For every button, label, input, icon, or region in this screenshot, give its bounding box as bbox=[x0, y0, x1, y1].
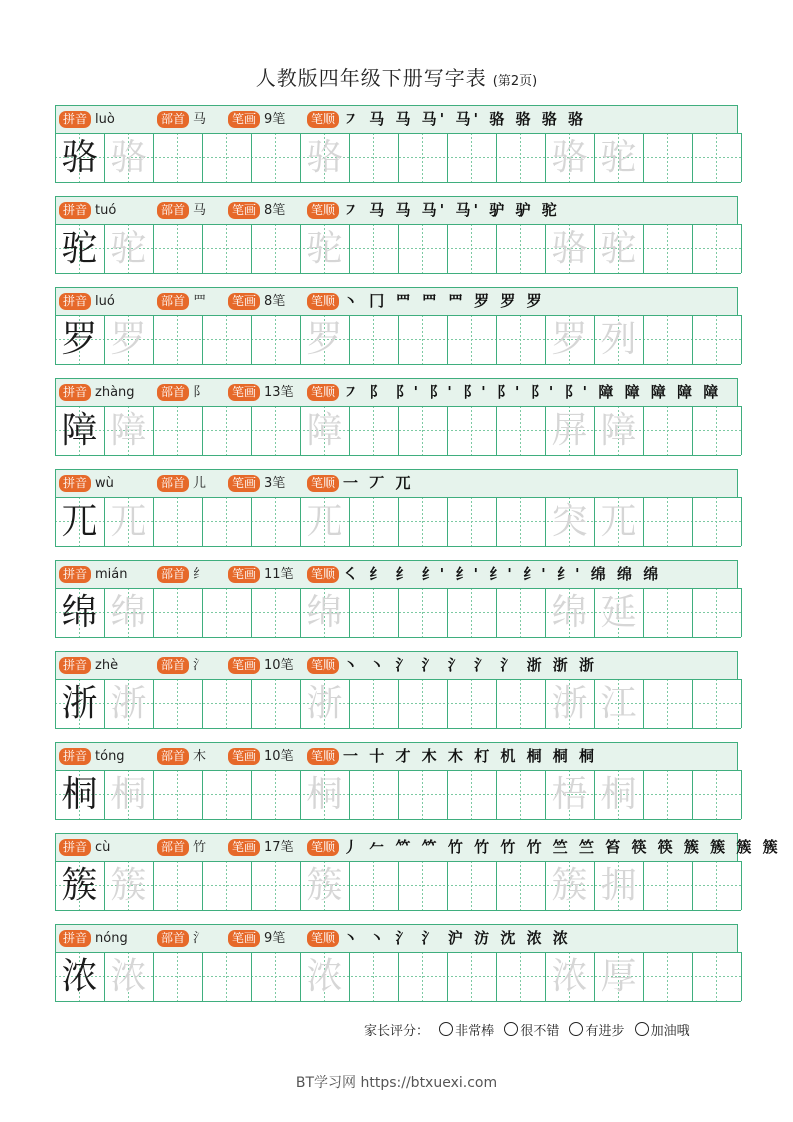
pinyin-badge: 拼音 bbox=[59, 111, 91, 128]
stroke-order-field bbox=[307, 202, 560, 219]
stroke-order-sequence: 丿 𠂉 𥫗 𥫗 竹 竹 竹 竹 竺 竺 笞 筷 筷 簇 簇 簇 簇 bbox=[343, 838, 781, 856]
pinyin-value: wù bbox=[95, 476, 114, 491]
trace-character: 驼 bbox=[600, 228, 637, 269]
model-character-cell bbox=[55, 406, 104, 455]
trace-character: 桐 bbox=[600, 774, 637, 815]
rating-option-keep-going[interactable] bbox=[635, 1020, 690, 1039]
bishun-badge: 笔顺 bbox=[307, 748, 339, 765]
stroke-count-field bbox=[228, 384, 294, 401]
model-character-cell bbox=[55, 952, 104, 1001]
trace-character: 桐 bbox=[306, 774, 343, 815]
bushou-badge: 部首 bbox=[157, 566, 189, 583]
pinyin-field bbox=[59, 111, 115, 128]
trace-character-cell bbox=[104, 952, 153, 1001]
trace-character: 罗 bbox=[306, 319, 343, 360]
pinyin-value: mián bbox=[95, 567, 128, 582]
bihua-badge: 笔画 bbox=[228, 566, 260, 583]
pinyin-field bbox=[59, 384, 135, 401]
trace-character: 绵 bbox=[306, 592, 343, 633]
character-row bbox=[55, 105, 738, 184]
bihua-badge: 笔画 bbox=[228, 748, 260, 765]
trace-character: 驼 bbox=[600, 137, 637, 178]
trace-character-cell bbox=[545, 224, 594, 273]
trace-character-cell bbox=[300, 861, 349, 910]
stroke-order-sequence: 一 十 才 木 木 朾 机 桐 桐 桐 bbox=[343, 747, 598, 765]
trace-character: 簇 bbox=[110, 865, 147, 906]
trace-character-cell bbox=[594, 133, 643, 182]
bihua-badge: 笔画 bbox=[228, 111, 260, 128]
bushou-badge: 部首 bbox=[157, 930, 189, 947]
stroke-order-field bbox=[307, 384, 721, 401]
character-info-bar bbox=[55, 651, 738, 680]
trace-character: 延 bbox=[600, 592, 637, 633]
writing-grid bbox=[55, 952, 738, 1001]
model-character: 桐 bbox=[61, 774, 98, 815]
rating-option-progress[interactable] bbox=[569, 1020, 624, 1039]
trace-character-cell bbox=[545, 679, 594, 728]
pinyin-badge: 拼音 bbox=[59, 293, 91, 310]
stroke-count-value: 9笔 bbox=[264, 931, 286, 946]
writing-grid bbox=[55, 770, 738, 819]
bishun-badge: 笔顺 bbox=[307, 839, 339, 856]
character-row bbox=[55, 560, 738, 639]
writing-grid bbox=[55, 588, 738, 637]
trace-character-cell bbox=[300, 588, 349, 637]
trace-character: 障 bbox=[110, 410, 147, 451]
stroke-order-field bbox=[307, 930, 571, 947]
trace-character: 突 bbox=[551, 501, 588, 542]
trace-character-cell bbox=[594, 224, 643, 273]
character-info-bar bbox=[55, 287, 738, 316]
trace-character-cell bbox=[104, 679, 153, 728]
stroke-count-value: 13笔 bbox=[264, 385, 294, 400]
trace-character-cell bbox=[594, 679, 643, 728]
stroke-count-value: 8笔 bbox=[264, 203, 286, 218]
stroke-count-field bbox=[228, 293, 285, 310]
radio-circle-icon[interactable] bbox=[635, 1022, 649, 1036]
trace-character: 梧 bbox=[551, 774, 588, 815]
radical-field bbox=[157, 930, 206, 947]
stroke-count-value: 10笔 bbox=[264, 749, 294, 764]
rating-option-label: 很不错 bbox=[520, 1024, 560, 1039]
stroke-order-field bbox=[307, 293, 545, 310]
model-character-cell bbox=[55, 679, 104, 728]
model-character-cell bbox=[55, 861, 104, 910]
trace-character: 浙 bbox=[306, 683, 343, 724]
stroke-count-field bbox=[228, 202, 285, 219]
page-title bbox=[0, 62, 793, 91]
pinyin-badge: 拼音 bbox=[59, 566, 91, 583]
character-row bbox=[55, 469, 738, 548]
stroke-count-value: 8笔 bbox=[264, 294, 286, 309]
bishun-badge: 笔顺 bbox=[307, 566, 339, 583]
stroke-order-sequence: 丶 丶 氵 氵 氵 氵 氵 浙 浙 浙 bbox=[343, 656, 598, 674]
writing-grid bbox=[55, 133, 738, 182]
trace-character-cell bbox=[300, 224, 349, 273]
pinyin-value: zhàng bbox=[95, 385, 135, 400]
practice-sheet bbox=[55, 105, 781, 1015]
pinyin-badge: 拼音 bbox=[59, 839, 91, 856]
bushou-badge: 部首 bbox=[157, 748, 189, 765]
bihua-badge: 笔画 bbox=[228, 657, 260, 674]
trace-character: 障 bbox=[306, 410, 343, 451]
bushou-badge: 部首 bbox=[157, 293, 189, 310]
trace-character: 浓 bbox=[551, 956, 588, 997]
trace-character-cell bbox=[545, 861, 594, 910]
stroke-count-field bbox=[228, 111, 285, 128]
trace-character: 浙 bbox=[551, 683, 588, 724]
model-character: 驼 bbox=[61, 228, 98, 269]
stroke-order-field bbox=[307, 657, 597, 674]
bihua-badge: 笔画 bbox=[228, 475, 260, 492]
pinyin-value: tuó bbox=[95, 203, 117, 218]
trace-character-cell bbox=[104, 406, 153, 455]
trace-character: 骆 bbox=[306, 137, 343, 178]
stroke-order-field bbox=[307, 111, 586, 128]
trace-character-cell bbox=[104, 861, 153, 910]
bihua-badge: 笔画 bbox=[228, 202, 260, 219]
pinyin-field bbox=[59, 839, 110, 856]
stroke-order-sequence: ㇇ 马 马 马' 马' 驴 驴 驼 bbox=[343, 201, 560, 219]
writing-grid bbox=[55, 406, 738, 455]
stroke-order-sequence: 丶 冂 罒 罒 罒 罗 罗 罗 bbox=[343, 292, 545, 310]
radical-value: 氵 bbox=[193, 931, 207, 946]
model-character-cell bbox=[55, 224, 104, 273]
writing-grid bbox=[55, 224, 738, 273]
footer-watermark: BT学习网 https://btxuexi.com bbox=[295, 1075, 498, 1091]
trace-character-cell bbox=[594, 861, 643, 910]
stroke-count-field bbox=[228, 839, 294, 856]
rating-option-excellent[interactable] bbox=[439, 1020, 494, 1039]
character-info-bar bbox=[55, 196, 738, 225]
model-character-cell bbox=[55, 497, 104, 546]
bushou-badge: 部首 bbox=[157, 202, 189, 219]
stroke-order-sequence: ㇇ 阝 阝' 阝' 阝' 阝' 阝' 阝' 障 障 障 障 障 bbox=[343, 383, 722, 401]
character-info-bar bbox=[55, 833, 781, 862]
character-row bbox=[55, 924, 738, 1003]
page-subtitle: (第2页) bbox=[492, 74, 538, 89]
radical-field bbox=[157, 566, 206, 583]
trace-character: 绵 bbox=[110, 592, 147, 633]
bishun-badge: 笔顺 bbox=[307, 930, 339, 947]
writing-grid bbox=[55, 497, 738, 546]
bushou-badge: 部首 bbox=[157, 384, 189, 401]
model-character: 罗 bbox=[61, 319, 98, 360]
stroke-count-field bbox=[228, 566, 294, 583]
trace-character-cell bbox=[545, 406, 594, 455]
writing-grid bbox=[55, 861, 738, 910]
bihua-badge: 笔画 bbox=[228, 293, 260, 310]
model-character: 簇 bbox=[61, 865, 98, 906]
character-row bbox=[55, 378, 738, 457]
radical-field bbox=[157, 839, 206, 856]
trace-character: 骆 bbox=[110, 137, 147, 178]
radical-value: 木 bbox=[193, 749, 207, 764]
title-text: 人教版四年级下册写字表 bbox=[255, 66, 487, 90]
pinyin-value: tóng bbox=[95, 749, 125, 764]
character-info-bar bbox=[55, 742, 738, 771]
stroke-order-sequence: 一 丆 兀 bbox=[343, 474, 414, 492]
bishun-badge: 笔顺 bbox=[307, 111, 339, 128]
trace-character: 江 bbox=[600, 683, 637, 724]
bushou-badge: 部首 bbox=[157, 475, 189, 492]
stroke-order-field bbox=[307, 748, 597, 765]
trace-character-cell bbox=[545, 497, 594, 546]
radical-value: 儿 bbox=[193, 476, 207, 491]
trace-character-cell bbox=[104, 224, 153, 273]
radical-field bbox=[157, 293, 206, 310]
model-character-cell bbox=[55, 133, 104, 182]
model-character: 兀 bbox=[61, 501, 98, 542]
trace-character: 兀 bbox=[600, 501, 637, 542]
stroke-order-sequence: ㇇ 马 马 马' 马' 骆 骆 骆 骆 bbox=[343, 110, 586, 128]
writing-grid bbox=[55, 679, 738, 728]
trace-character: 骆 bbox=[551, 137, 588, 178]
rating-option-good[interactable] bbox=[504, 1020, 559, 1039]
trace-character: 拥 bbox=[600, 865, 637, 906]
trace-character: 浓 bbox=[110, 956, 147, 997]
character-info-bar bbox=[55, 469, 738, 498]
character-info-bar bbox=[55, 105, 738, 134]
trace-character-cell bbox=[300, 315, 349, 364]
rating-option-label: 有进步 bbox=[585, 1024, 625, 1039]
stroke-count-value: 3笔 bbox=[264, 476, 286, 491]
writing-grid bbox=[55, 315, 738, 364]
character-info-bar bbox=[55, 924, 738, 953]
trace-character: 屏 bbox=[551, 410, 588, 451]
character-info-bar bbox=[55, 378, 738, 407]
pinyin-value: luò bbox=[95, 112, 115, 127]
pinyin-badge: 拼音 bbox=[59, 748, 91, 765]
trace-character: 驼 bbox=[110, 228, 147, 269]
stroke-count-field bbox=[228, 930, 285, 947]
radio-circle-icon[interactable] bbox=[439, 1022, 453, 1036]
pinyin-value: luó bbox=[95, 294, 115, 309]
trace-character: 桐 bbox=[110, 774, 147, 815]
model-character-cell bbox=[55, 315, 104, 364]
trace-character-cell bbox=[545, 770, 594, 819]
model-character: 浓 bbox=[61, 956, 98, 997]
radical-field bbox=[157, 475, 206, 492]
bihua-badge: 笔画 bbox=[228, 839, 260, 856]
parent-evaluation bbox=[364, 1020, 690, 1039]
character-row bbox=[55, 651, 738, 730]
character-info-bar bbox=[55, 560, 738, 589]
pinyin-badge: 拼音 bbox=[59, 384, 91, 401]
evaluation-label: 家长评分： bbox=[364, 1024, 430, 1039]
trace-character-cell bbox=[300, 952, 349, 1001]
radical-value: 阝 bbox=[193, 385, 207, 400]
trace-character-cell bbox=[594, 497, 643, 546]
stroke-count-field bbox=[228, 748, 294, 765]
trace-character-cell bbox=[104, 588, 153, 637]
stroke-order-field bbox=[307, 566, 661, 583]
pinyin-value: zhè bbox=[95, 658, 119, 673]
bishun-badge: 笔顺 bbox=[307, 202, 339, 219]
pinyin-field bbox=[59, 566, 128, 583]
pinyin-badge: 拼音 bbox=[59, 930, 91, 947]
radical-field bbox=[157, 384, 206, 401]
radical-value: 马 bbox=[193, 203, 207, 218]
stroke-order-sequence: ㇛ 纟 纟 纟' 纟' 纟' 纟' 纟' 绵 绵 绵 bbox=[343, 565, 662, 583]
trace-character-cell bbox=[545, 588, 594, 637]
trace-character-cell bbox=[300, 133, 349, 182]
trace-character: 簇 bbox=[551, 865, 588, 906]
trace-character-cell bbox=[300, 770, 349, 819]
radical-value: 纟 bbox=[193, 567, 207, 582]
stroke-order-field bbox=[307, 839, 781, 856]
pinyin-badge: 拼音 bbox=[59, 657, 91, 674]
model-character-cell bbox=[55, 770, 104, 819]
model-character: 骆 bbox=[61, 137, 98, 178]
pinyin-field bbox=[59, 293, 115, 310]
trace-character-cell bbox=[594, 952, 643, 1001]
radical-value: 马 bbox=[193, 112, 207, 127]
pinyin-badge: 拼音 bbox=[59, 202, 91, 219]
stroke-count-value: 10笔 bbox=[264, 658, 294, 673]
radical-value: 竹 bbox=[193, 840, 207, 855]
trace-character: 绵 bbox=[551, 592, 588, 633]
pinyin-field bbox=[59, 475, 114, 492]
pinyin-value: cù bbox=[95, 840, 111, 855]
pinyin-field bbox=[59, 930, 128, 947]
pinyin-field bbox=[59, 202, 116, 219]
trace-character: 簇 bbox=[306, 865, 343, 906]
trace-character: 兀 bbox=[306, 501, 343, 542]
trace-character-cell bbox=[300, 497, 349, 546]
pinyin-badge: 拼音 bbox=[59, 475, 91, 492]
trace-character-cell bbox=[594, 770, 643, 819]
character-row bbox=[55, 742, 738, 821]
stroke-count-field bbox=[228, 475, 285, 492]
character-row bbox=[55, 196, 738, 275]
model-character-cell bbox=[55, 588, 104, 637]
pinyin-value: nóng bbox=[95, 931, 128, 946]
radio-circle-icon[interactable] bbox=[569, 1022, 583, 1036]
rating-option-label: 非常棒 bbox=[455, 1024, 495, 1039]
trace-character-cell bbox=[300, 679, 349, 728]
trace-character: 浓 bbox=[306, 956, 343, 997]
model-character: 绵 bbox=[61, 592, 98, 633]
trace-character: 障 bbox=[600, 410, 637, 451]
trace-character-cell bbox=[104, 315, 153, 364]
character-row bbox=[55, 287, 738, 366]
trace-character: 浙 bbox=[110, 683, 147, 724]
trace-character-cell bbox=[545, 133, 594, 182]
trace-character: 兀 bbox=[110, 501, 147, 542]
stroke-count-value: 11笔 bbox=[264, 567, 294, 582]
bushou-badge: 部首 bbox=[157, 111, 189, 128]
trace-character: 厚 bbox=[600, 956, 637, 997]
pinyin-field bbox=[59, 657, 118, 674]
stroke-count-value: 17笔 bbox=[264, 840, 294, 855]
trace-character-cell bbox=[104, 770, 153, 819]
trace-character-cell bbox=[594, 315, 643, 364]
trace-character-cell bbox=[594, 406, 643, 455]
model-character: 障 bbox=[61, 410, 98, 451]
bishun-badge: 笔顺 bbox=[307, 384, 339, 401]
pinyin-field bbox=[59, 748, 125, 765]
radical-field bbox=[157, 111, 206, 128]
radical-value: 氵 bbox=[193, 658, 207, 673]
stroke-order-field bbox=[307, 475, 413, 492]
trace-character: 罗 bbox=[551, 319, 588, 360]
bushou-badge: 部首 bbox=[157, 657, 189, 674]
trace-character-cell bbox=[545, 315, 594, 364]
bishun-badge: 笔顺 bbox=[307, 657, 339, 674]
trace-character-cell bbox=[104, 497, 153, 546]
bishun-badge: 笔顺 bbox=[307, 475, 339, 492]
trace-character-cell bbox=[545, 952, 594, 1001]
radical-field bbox=[157, 748, 206, 765]
stroke-count-value: 9笔 bbox=[264, 112, 286, 127]
trace-character: 列 bbox=[600, 319, 637, 360]
bihua-badge: 笔画 bbox=[228, 384, 260, 401]
radical-field bbox=[157, 657, 206, 674]
trace-character: 骆 bbox=[551, 228, 588, 269]
radical-value: 罒 bbox=[193, 294, 207, 309]
bishun-badge: 笔顺 bbox=[307, 293, 339, 310]
model-character: 浙 bbox=[61, 683, 98, 724]
rating-option-label: 加油哦 bbox=[650, 1024, 690, 1039]
stroke-order-sequence: 丶 丶 氵 氵 沪 汸 沈 浓 浓 bbox=[343, 929, 571, 947]
trace-character: 驼 bbox=[306, 228, 343, 269]
trace-character-cell bbox=[594, 588, 643, 637]
character-row bbox=[55, 833, 781, 912]
bushou-badge: 部首 bbox=[157, 839, 189, 856]
stroke-count-field bbox=[228, 657, 294, 674]
radical-field bbox=[157, 202, 206, 219]
radio-circle-icon[interactable] bbox=[504, 1022, 518, 1036]
trace-character-cell bbox=[104, 133, 153, 182]
bihua-badge: 笔画 bbox=[228, 930, 260, 947]
trace-character: 罗 bbox=[110, 319, 147, 360]
trace-character-cell bbox=[300, 406, 349, 455]
